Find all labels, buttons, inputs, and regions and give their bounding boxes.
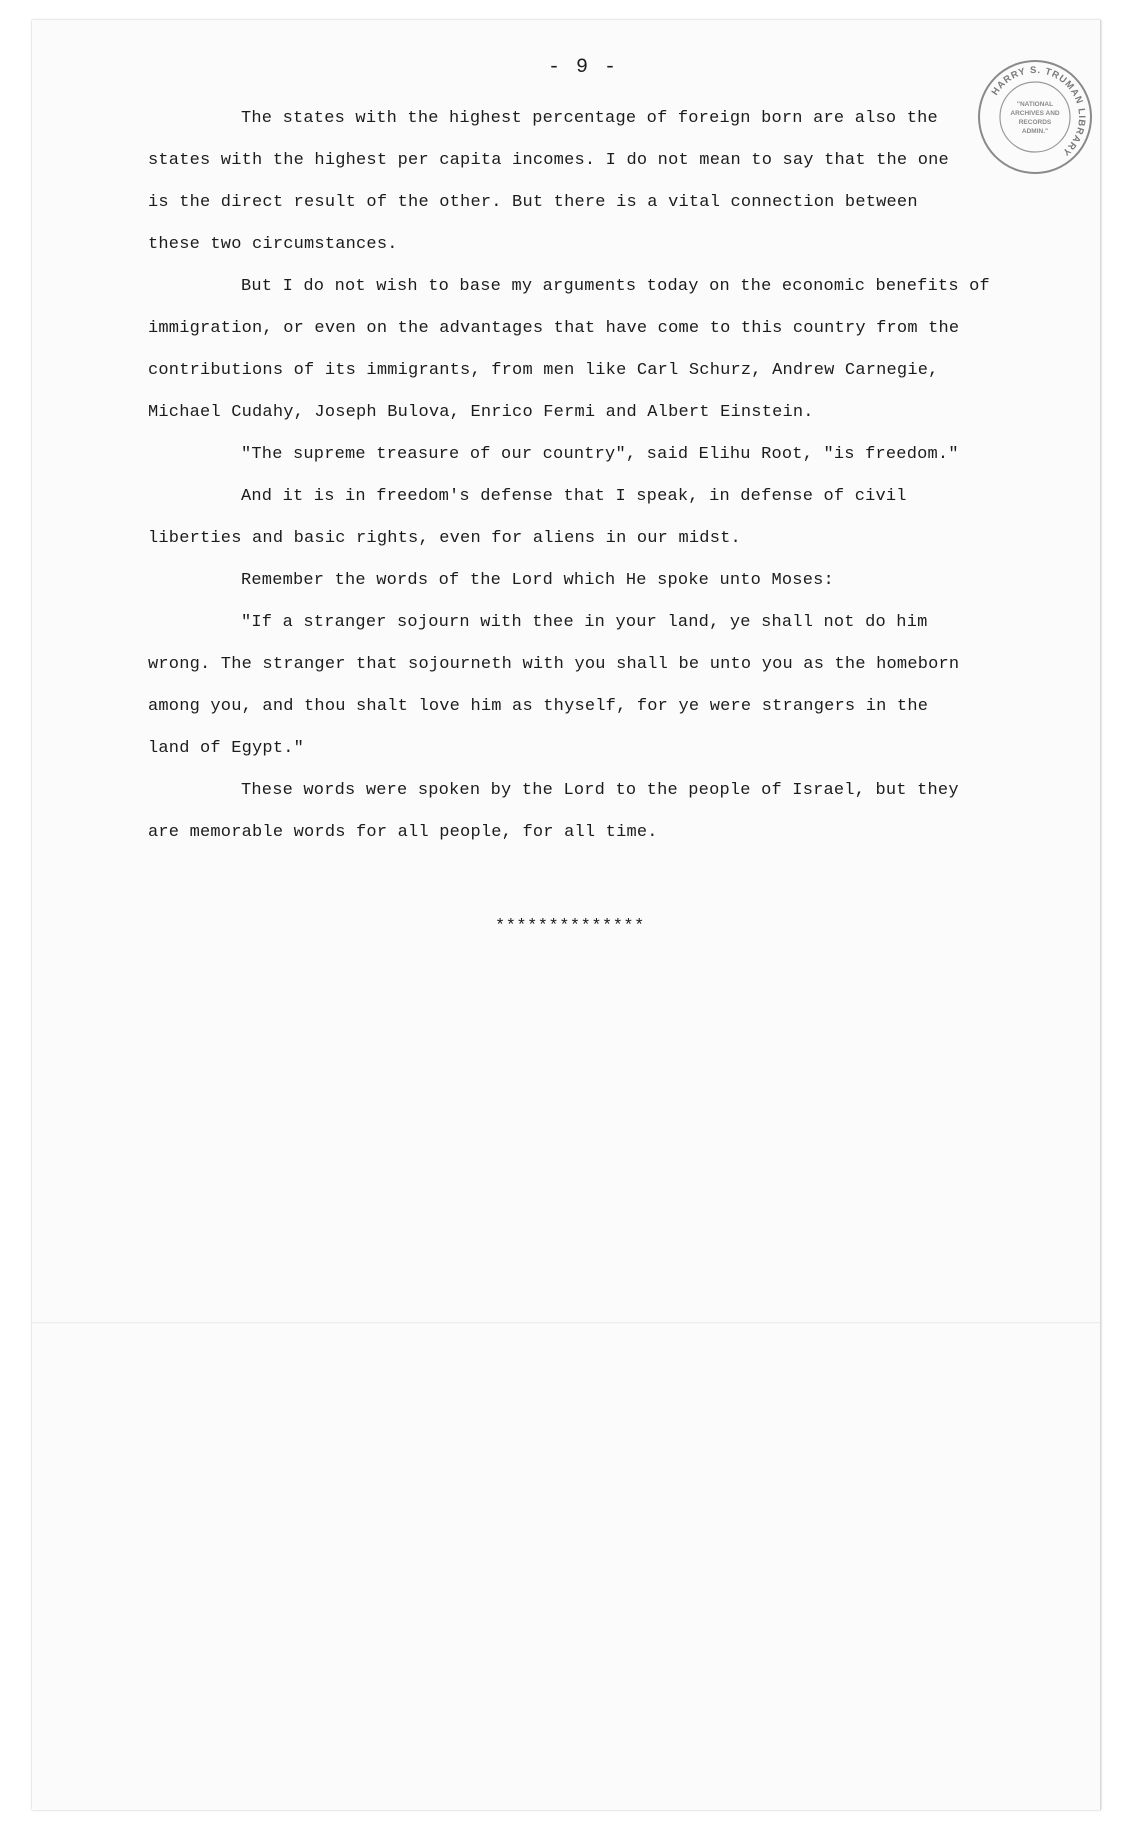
text-line: contributions of its immigrants, from men like Carl Schurz, Andrew Carnegie,: [148, 361, 939, 380]
text-line: "The supreme treasure of our country", said Elihu Root, "is freedom.": [241, 445, 959, 464]
text-line: The states with the highest percentage of foreign born are also the: [241, 109, 938, 128]
text-line: liberties and basic rights, even for aliens in our midst.: [148, 529, 741, 548]
text-line: among you, and thou shalt love him as thyself, for ye were strangers in the: [148, 697, 929, 716]
svg-text:ADMIN.": ADMIN.": [1021, 128, 1049, 135]
text-line: is the direct result of the other. But there is a vital connection between: [148, 193, 918, 212]
paragraph: [148, 560, 1028, 602]
svg-text:RECORDS: RECORDS: [1018, 119, 1052, 126]
paragraph: [148, 770, 1028, 854]
paper-fold: [32, 1322, 1100, 1324]
paragraph: [148, 98, 1028, 266]
page-number: - 9 -: [548, 56, 619, 79]
text-line: Remember the words of the Lord which He spoke unto Moses:: [241, 571, 834, 590]
paragraph: [148, 434, 1028, 476]
text-line: Michael Cudahy, Joseph Bulova, Enrico Fermi and Albert Einstein.: [148, 403, 814, 422]
text-line: These words were spoken by the Lord to the people of Israel, but they: [241, 781, 959, 800]
text-line: are memorable words for all people, for all time.: [148, 823, 658, 842]
svg-text:HARRY S. TRUMAN LIBRARY: HARRY S. TRUMAN LIBRARY: [989, 64, 1088, 159]
end-of-text-asterisks: **************: [495, 917, 645, 936]
text-line: But I do not wish to base my arguments today on the economic benefits of: [241, 277, 990, 296]
text-line: "If a stranger sojourn with thee in your land, ye shall not do him: [241, 613, 928, 632]
speech-body: [148, 98, 1028, 854]
svg-text:"NATIONAL: "NATIONAL: [1016, 101, 1054, 108]
text-line: immigration, or even on the advantages that have come to this country from the: [148, 319, 960, 338]
text-line: And it is in freedom's defense that I speak, in defense of civil: [241, 487, 907, 506]
paragraph: [148, 602, 1028, 770]
text-line: states with the highest per capita incomes. I do not mean to say that the one: [148, 151, 949, 170]
text-line: land of Egypt.": [148, 739, 305, 758]
paragraph: [148, 266, 1028, 434]
text-line: wrong. The stranger that sojourneth with you shall be unto you as the homeborn: [148, 655, 960, 674]
text-line: these two circumstances.: [148, 235, 398, 254]
paragraph: [148, 476, 1028, 560]
svg-text:ARCHIVES AND: ARCHIVES AND: [1010, 110, 1060, 117]
